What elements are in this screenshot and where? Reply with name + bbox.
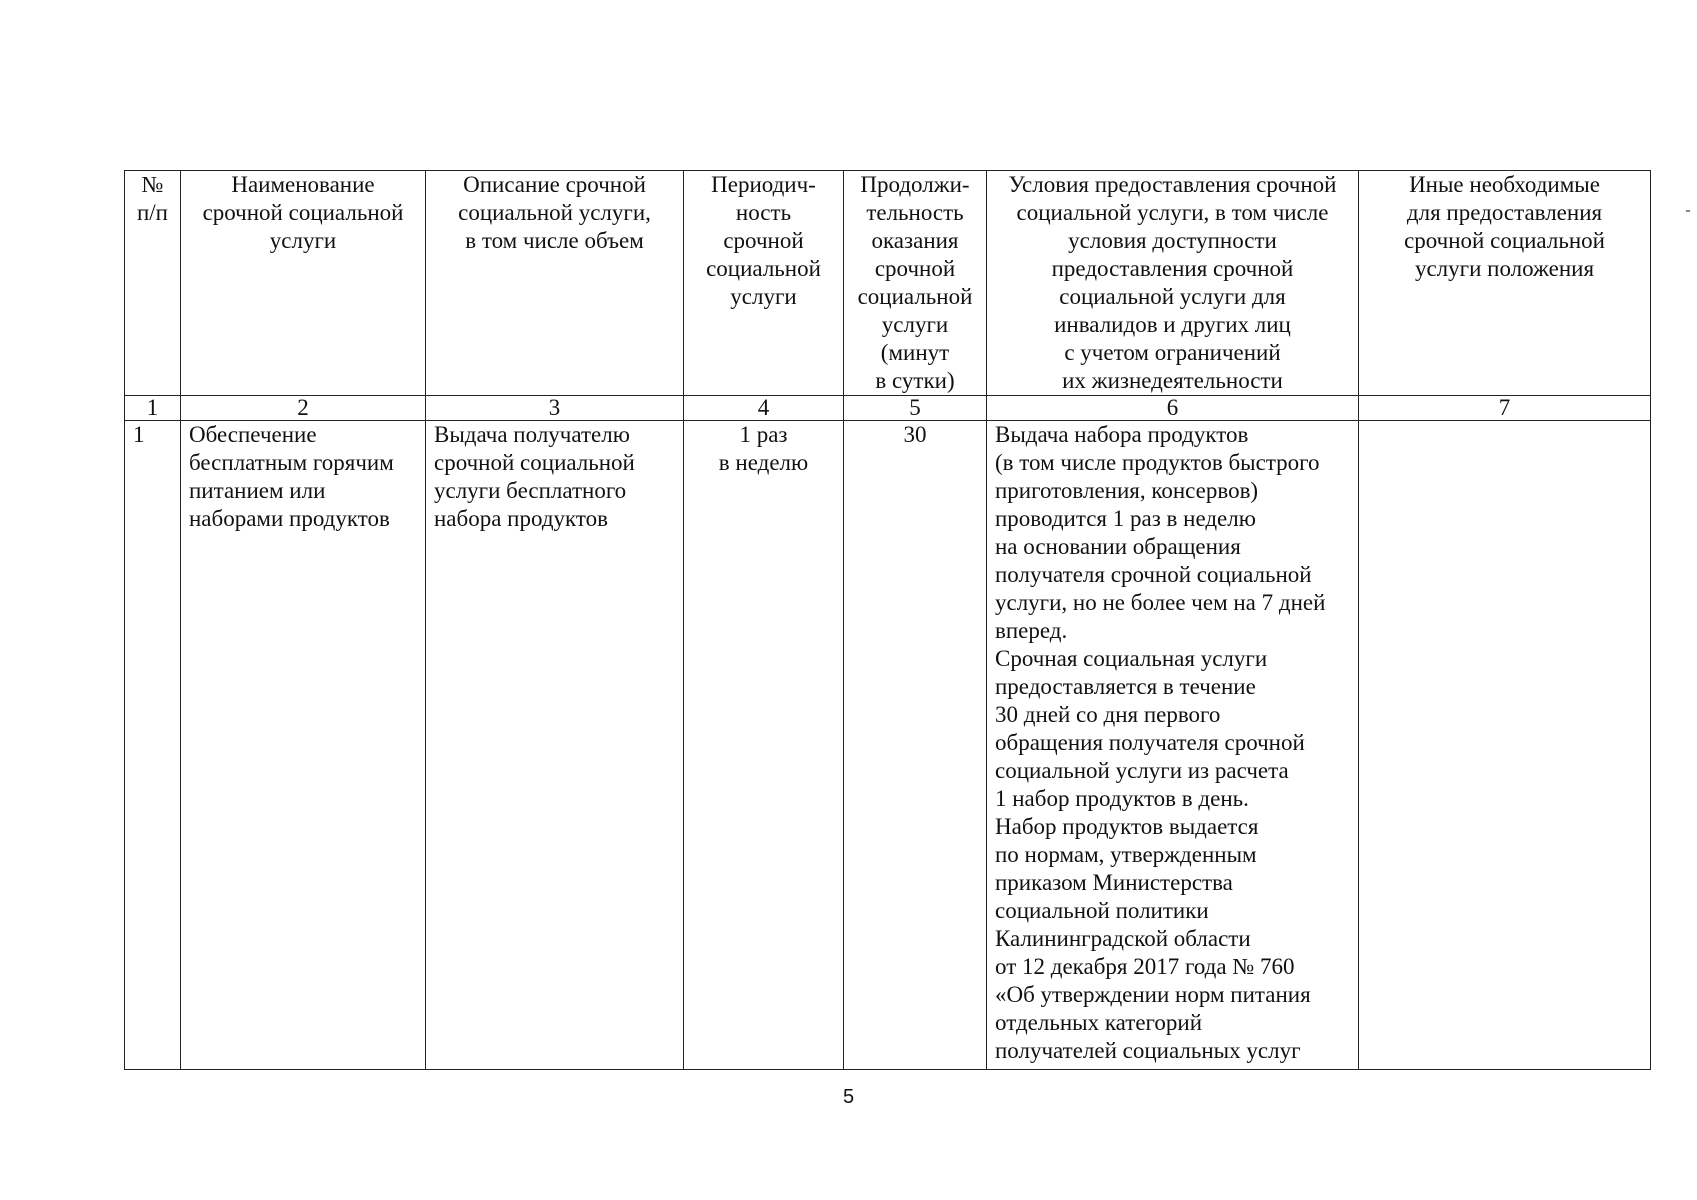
column-number: 6: [987, 396, 1359, 421]
column-number: 1: [125, 396, 181, 421]
services-table: [124, 170, 1651, 1070]
service-description-cell: Выдача получателю срочной социальной услуги бесплатного набора продуктов: [426, 421, 684, 1070]
service-name-cell: Обеспечение бесплатным горячим питанием или наборами продуктов: [181, 421, 426, 1070]
header-periodicity: Периодич- ность срочной социальной услуги: [684, 171, 844, 396]
other-provisions-cell: [1359, 421, 1651, 1070]
header-number: № п/п: [125, 171, 181, 396]
periodicity-cell: 1 раз в неделю: [684, 421, 844, 1070]
column-number: 7: [1359, 396, 1651, 421]
row-number: 1: [125, 421, 181, 1070]
column-number: 3: [426, 396, 684, 421]
column-number: 2: [181, 396, 426, 421]
header-other-provisions: Иные необходимые для предоставления срочной социальной услуги положения: [1359, 171, 1651, 396]
header-row: [125, 171, 1651, 396]
table-row: [125, 421, 1651, 1070]
page-number: 5: [842, 1086, 855, 1108]
column-number: 5: [844, 396, 987, 421]
duration-cell: 30: [844, 421, 987, 1070]
column-number: 4: [684, 396, 844, 421]
scan-mark: [1686, 210, 1690, 212]
header-conditions: Условия предоставления срочной социальной услуги, в том числе условия доступности предоставления срочной социальной услуги для инвалидов и других лиц с учетом ограничений их жизнедеятельности: [987, 171, 1359, 396]
header-service-description: Описание срочной социальной услуги, в том числе объем: [426, 171, 684, 396]
header-duration: Продолжи- тельность оказания срочной социальной услуги (минут в сутки): [844, 171, 987, 396]
header-service-name: Наименование срочной социальной услуги: [181, 171, 426, 396]
conditions-cell: Выдача набора продуктов (в том числе продуктов быстрого приготовления, консервов) проводится 1 раз в неделю на основании обращения получателя срочной социальной услуги, но не более чем на 7 дней вперед. Срочная социальная услуги предоставляется в течение 30 дней со дня первого обращения получателя срочной социальной услуги из расчета 1 набор продуктов в день. Набор продуктов выдается по нормам, утвержденным приказом Министерства социальной политики Калининградской области от 12 декабря 2017 года № 760 «Об утверждении норм питания отдельных категорий получателей социальных услуг: [987, 421, 1359, 1070]
column-number-row: [125, 396, 1651, 421]
